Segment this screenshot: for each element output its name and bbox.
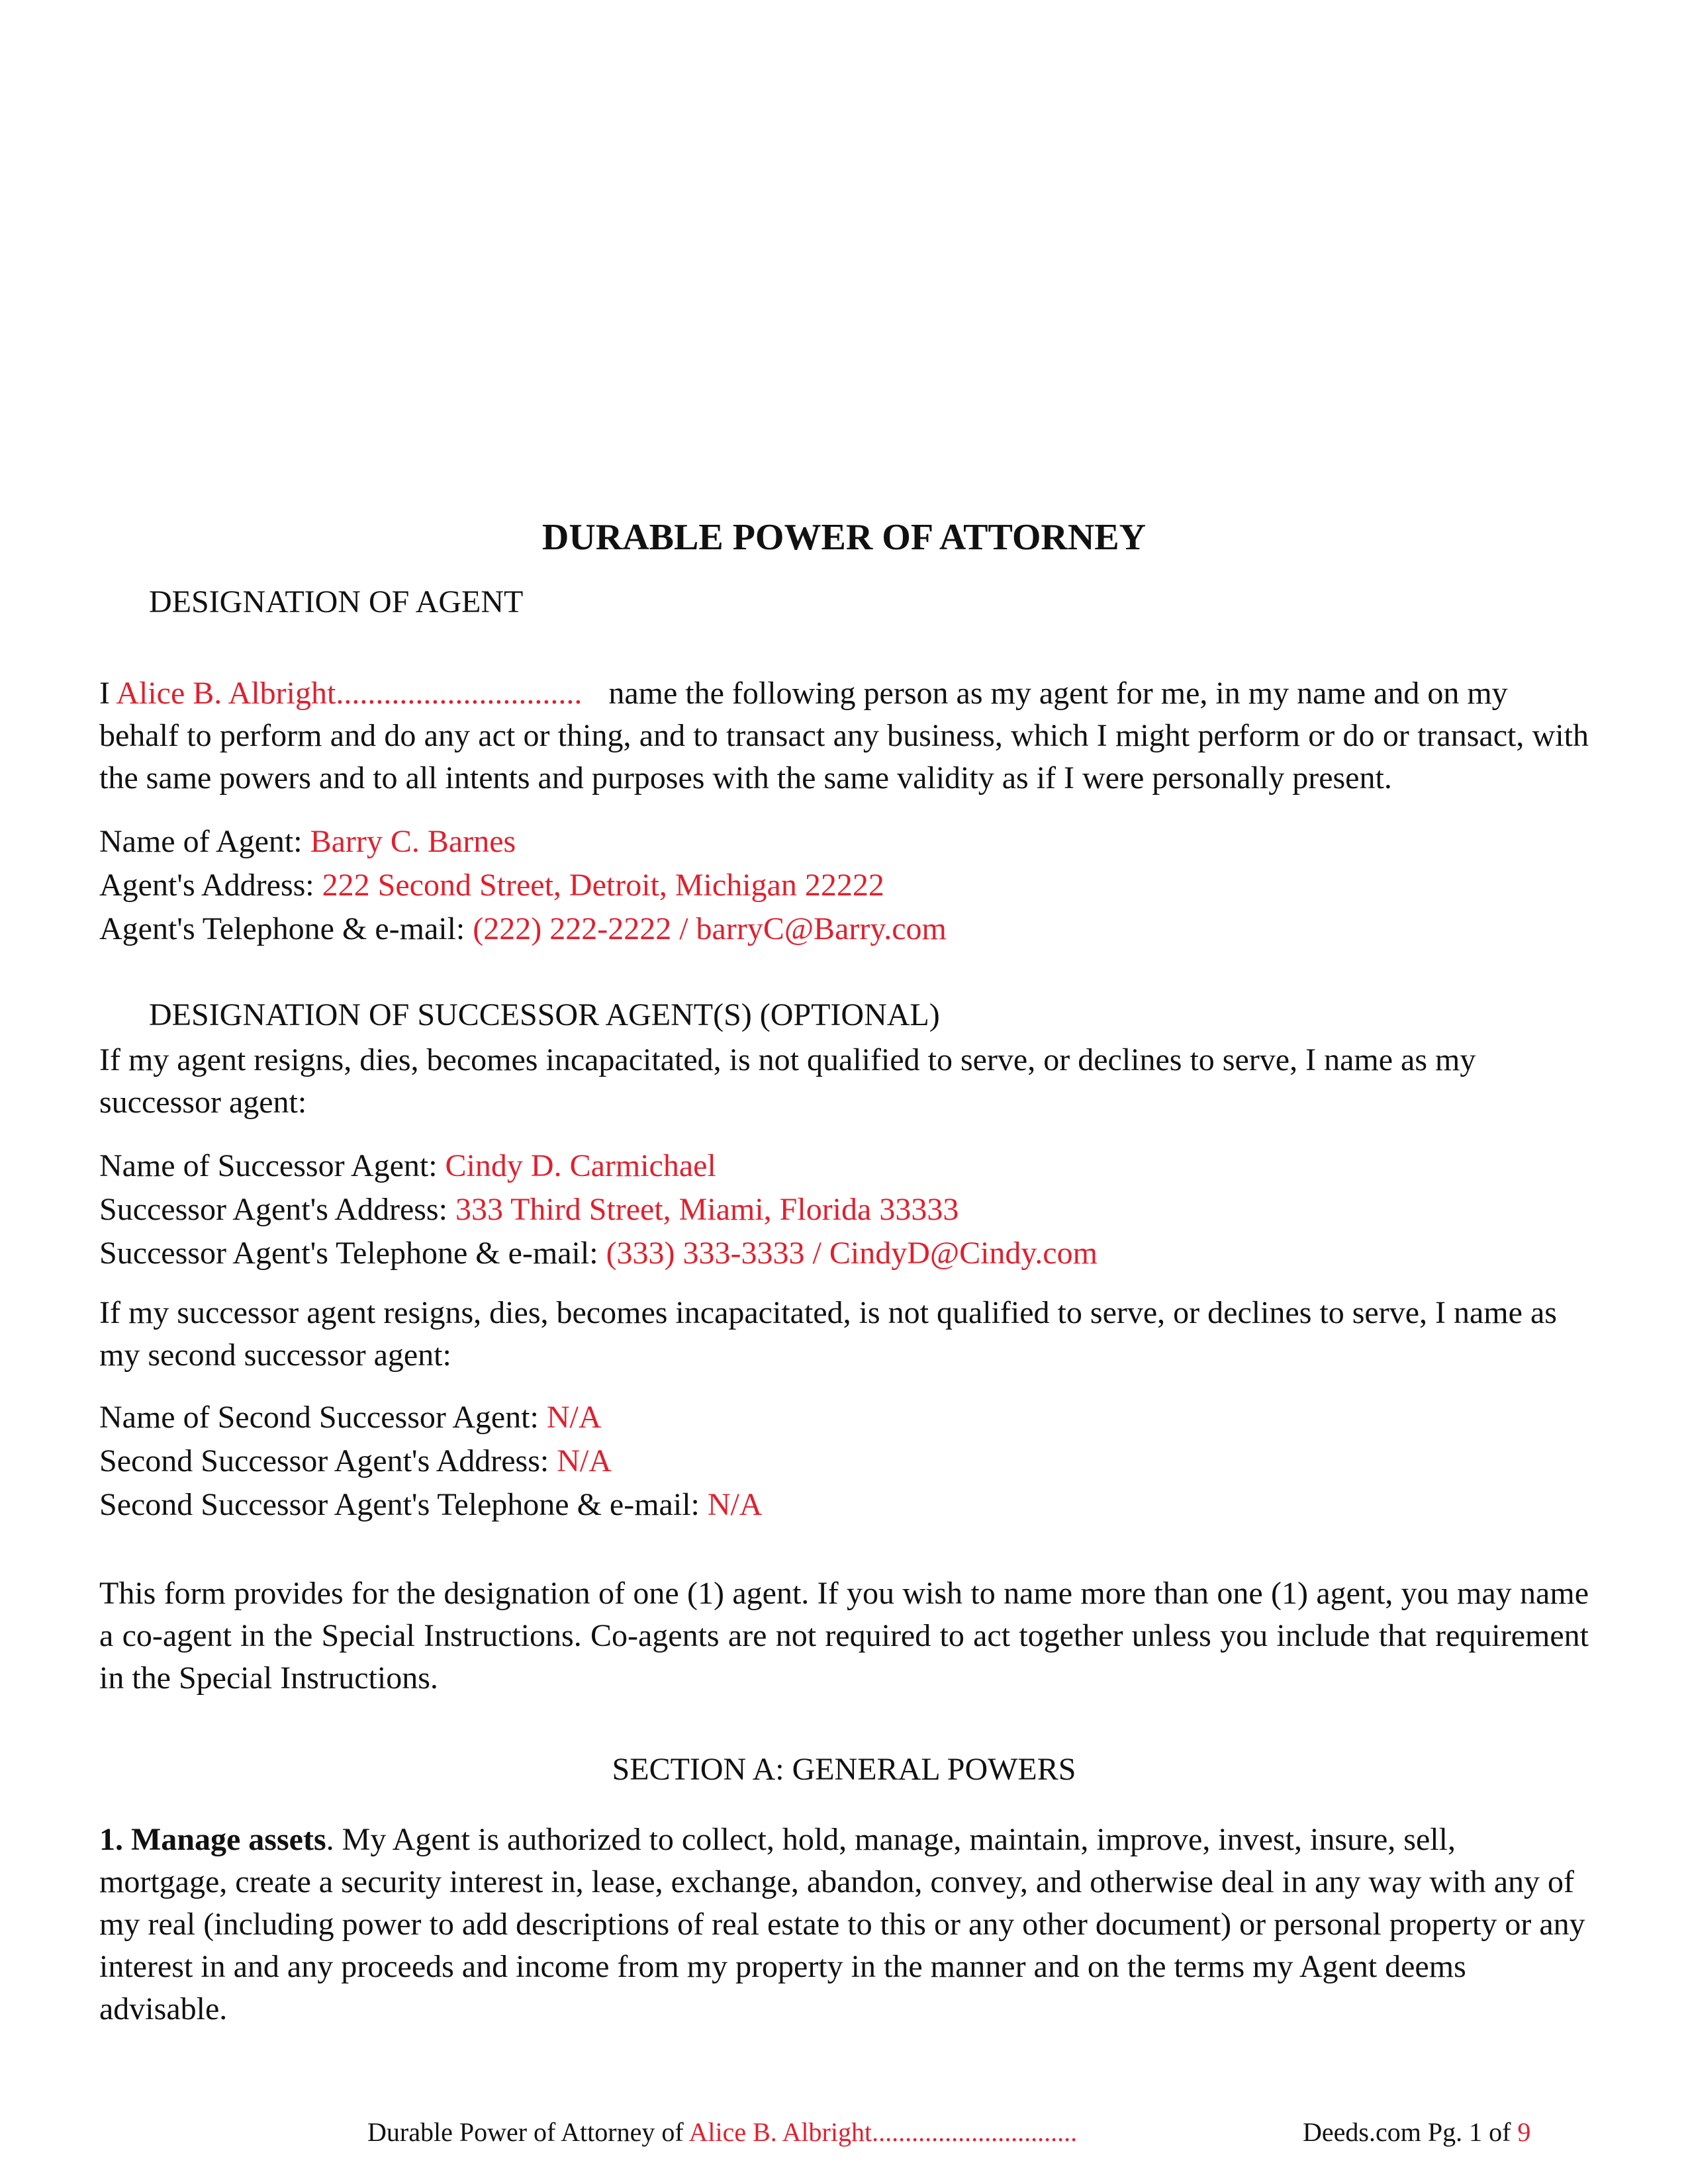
successor-contact-row (99, 1232, 1098, 1275)
agent-address-label: Agent's Address: (99, 868, 314, 903)
second-successor-name-label: Name of Second Successor Agent: (99, 1400, 539, 1435)
agent-address-row (99, 864, 884, 907)
second-successor-address-row (99, 1440, 612, 1482)
successor-name-value: Cindy D. Carmichael (445, 1148, 716, 1183)
second-successor-intro: If my successor agent resigns, dies, becomes incapacitated, is not qualified to serve, or declines to serve, I name as my second successor agent: (99, 1295, 1557, 1373)
agent-contact-value: (222) 222-2222 / barryC@Barry.com (473, 911, 947, 946)
second-successor-name-row (99, 1396, 602, 1439)
second-successor-contact-row (99, 1484, 763, 1526)
agent-contact-label: Agent's Telephone & e-mail: (99, 911, 465, 946)
footer-left (367, 2115, 1077, 2150)
successor-contact-label: Successor Agent's Telephone & e-mail: (99, 1236, 598, 1271)
successor-intro: If my agent resigns, dies, becomes incapacitated, is not qualified to serve, or declines to serve, I name as my successor agent: (99, 1042, 1476, 1120)
agent-name-label: Name of Agent: (99, 824, 303, 859)
principal-first-line (99, 672, 1589, 715)
second-successor-name-value: N/A (546, 1400, 602, 1435)
agent-address-value: 222 Second Street, Detroit, Michigan 22222 (322, 868, 884, 903)
designation-heading: DESIGNATION OF AGENT (149, 584, 524, 619)
coagent-paragraph: This form provides for the designation of one (1) agent. If you wish to name more than one (1) agent, you may name a co-agent in the Special Instructions. Co-agents are not required to act together unless you include that requirement in the Special Instructions. (99, 1576, 1589, 1696)
manage-assets-paragraph (99, 1819, 1589, 2030)
footer-right (1303, 2115, 1530, 2150)
successor-address-label: Successor Agent's Address: (99, 1192, 447, 1227)
principal-intro-text: name the following person as my agent for me, in my name and on my (608, 676, 1508, 711)
principal-prefix: I (99, 676, 110, 711)
principal-body-text: behalf to perform and do any act or thing, and to transact any business, which I might perform or do or transact, with the same powers and to all intents and purposes with the same validity as if I were personally present. (99, 718, 1589, 796)
second-successor-address-label: Second Successor Agent's Address: (99, 1443, 549, 1479)
second-successor-contact-value: N/A (707, 1487, 763, 1522)
successor-address-value: 333 Third Street, Miami, Florida 33333 (455, 1192, 959, 1227)
manage-assets-text: . My Agent is authorized to collect, hold, manage, maintain, improve, invest, insure, sell, mortgage, create a security interest in, lease, exchange, abandon, convey, and otherwise deal in any way with any of my real (including power to add descriptions of real estate to this or any other document) or personal property or any interest in and any proceeds and income from my property in the manner and on the terms my Agent deems advisable. (99, 1822, 1585, 2026)
section-a-heading: SECTION A: GENERAL POWERS (612, 1752, 1076, 1787)
successor-name-row (99, 1145, 716, 1187)
successor-contact-value: (333) 333-3333 / CindyD@Cindy.com (606, 1236, 1098, 1271)
footer-doc-label: Durable Power of Attorney of (367, 2117, 684, 2147)
second-successor-contact-label: Second Successor Agent's Telephone & e-mail: (99, 1487, 700, 1522)
footer-page-prefix: Pg. 1 of (1427, 2117, 1511, 2147)
principal-paragraph (99, 672, 1589, 799)
footer-principal: Alice B. Albright............................... (688, 2117, 1078, 2147)
successor-heading: DESIGNATION OF SUCCESSOR AGENT(S) (OPTIONAL) (149, 997, 940, 1032)
agent-name-row (99, 821, 516, 863)
agent-contact-row (99, 908, 947, 950)
document-title: DURABLE POWER OF ATTORNEY (541, 517, 1147, 558)
principal-name: Alice B. Albright............................... (116, 676, 583, 711)
footer-page-total: 9 (1517, 2117, 1531, 2147)
agent-name-value: Barry C. Barnes (310, 824, 516, 859)
successor-name-label: Name of Successor Agent: (99, 1148, 438, 1183)
manage-assets-label: 1. Manage assets (99, 1822, 326, 1857)
footer-site: Deeds.com (1303, 2117, 1421, 2147)
successor-address-row (99, 1189, 959, 1231)
second-successor-address-value: N/A (557, 1443, 612, 1479)
